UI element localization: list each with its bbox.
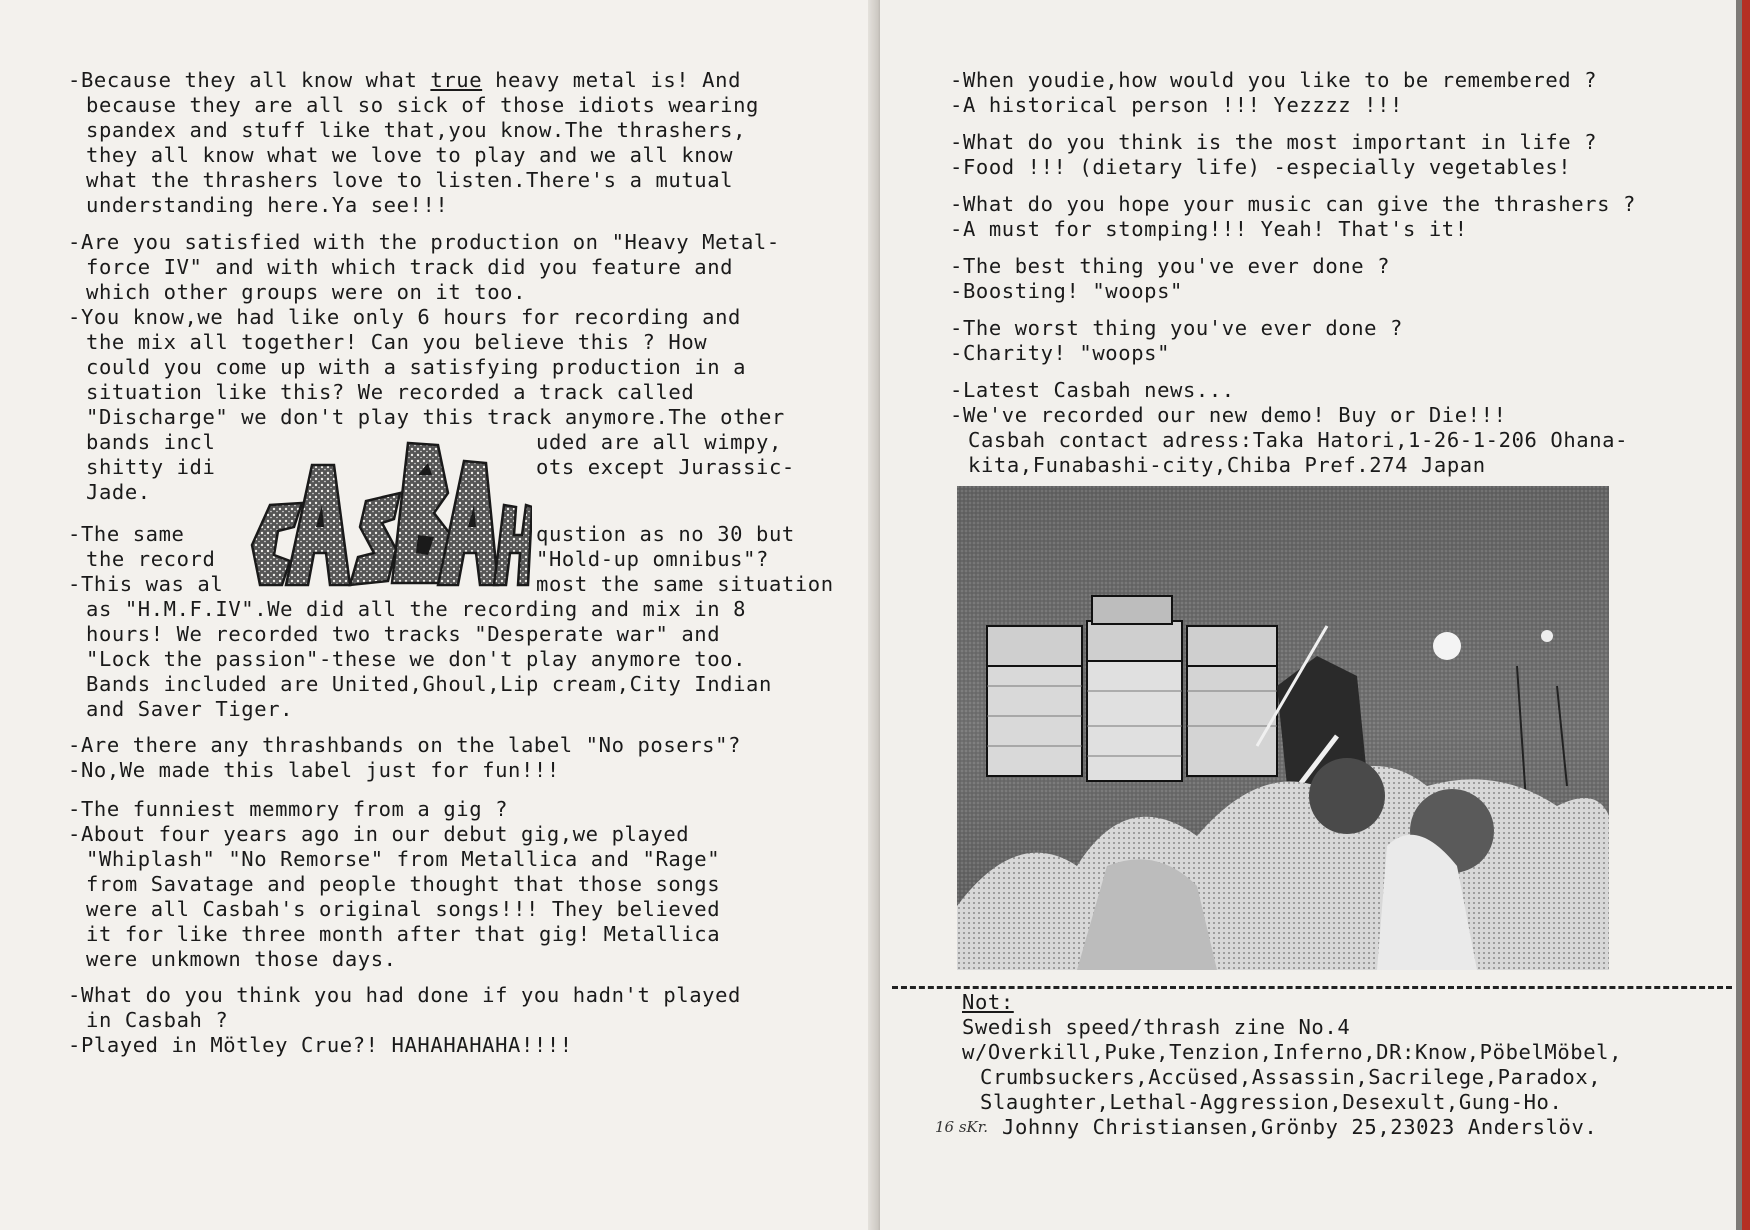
text-line: could you come up with a satisfying production in a [86, 355, 747, 379]
text-line: "Lock the passion"-these we don't play anymore too. [86, 647, 747, 671]
text-line: uded are all wimpy, [536, 430, 782, 454]
text-line: they all know what we love to play and we all know [86, 143, 734, 167]
ad-line: w/Overkill,Puke,Tenzion,Inferno,DR:Know,PöbelMöbel, [962, 1040, 1623, 1064]
text-line: what the thrashers love to listen.There's a mutual [86, 168, 734, 192]
text-line: -What do you think you had done if you hadn't played [68, 983, 741, 1007]
question-label [68, 733, 741, 783]
answer-wrap-left [86, 430, 215, 505]
text-line: -Played in Mötley Crue?! HAHAHAHAHA!!!! [68, 1033, 573, 1057]
text-line: Jade. [86, 480, 151, 504]
text-line: were all Casbah's original songs!!! They believed [86, 897, 721, 921]
text-line: the record [86, 547, 216, 571]
text-line: in Casbah ? [86, 1008, 229, 1032]
text-line: "Whiplash" "No Remorse" from Metallica and "Rage" [86, 847, 721, 871]
text-line: -Because they all know what [68, 68, 431, 92]
answer-heavy-metal [68, 68, 759, 218]
question-important [950, 130, 1597, 180]
text-line: situation like this? We recorded a track called [86, 380, 695, 404]
ad-address [1002, 1115, 1597, 1140]
question-remembered [950, 68, 1597, 118]
contact-address-line: kita,Funabashi-city,Chiba Pref.274 Japan [968, 453, 1486, 477]
question-music [950, 192, 1636, 242]
text-line: bands incl [86, 430, 216, 454]
ad-line: Crumbsuckers,Accüsed,Assassin,Sacrilege,Paradox, [980, 1065, 1602, 1089]
text-line: -The best thing you've ever done ? [950, 254, 1391, 278]
text-line: -Boosting! "woops" [950, 279, 1183, 303]
text-line: -The funniest memmory from a gig ? [68, 797, 509, 821]
ad-line: Johnny Christiansen,Grönby 25,23023 Anderslöv. [1002, 1115, 1598, 1139]
zine-ad [962, 990, 1622, 1115]
text-line: -What do you think is the most important in life ? [950, 130, 1598, 154]
dashed-divider [892, 986, 1732, 989]
text-line: -Charity! "woops" [950, 341, 1171, 365]
question-if-not-casbah [68, 983, 741, 1058]
concert-photo [957, 486, 1609, 970]
text-line: qustion as no 30 but [536, 522, 795, 546]
text-line: from Savatage and people thought that those songs [86, 872, 721, 896]
text-line: -The same [68, 522, 185, 546]
question-production [68, 230, 780, 305]
cover-edge [1742, 0, 1750, 1230]
text-line: -You know,we had like only 6 hours for recording and [68, 305, 741, 329]
text-line: as "H.M.F.IV".We did all the recording and mix in 8 [86, 597, 747, 621]
text-line: -Food !!! (dietary life) -especially vegetables! [950, 155, 1572, 179]
question-best-thing [950, 254, 1390, 304]
text-line: -When youdie,how would you like to be remembered ? [950, 68, 1598, 92]
text-line: "Discharge" we don't play this track anymore.The other [86, 405, 785, 429]
casbah-logo [242, 435, 532, 595]
question-record-right [536, 522, 834, 597]
underlined-word: true [430, 68, 483, 92]
question-worst-thing [950, 316, 1403, 366]
answer-recording [86, 597, 772, 722]
text-line: "Hold-up omnibus"? [536, 547, 769, 571]
text-line: shitty idi [86, 455, 216, 479]
text-line: -A historical person !!! Yezzzz !!! [950, 93, 1403, 117]
text-line: -We've recorded our new demo! Buy or Die!!! [950, 403, 1507, 427]
text-line: -Are there any thrashbands on the label "No posers"? [68, 733, 741, 757]
text-line: the mix all together! Can you believe this ? How [86, 330, 708, 354]
text-line: -A must for stomping!!! Yeah! That's it! [950, 217, 1468, 241]
text-line: spandex and stuff like that,you know.The thrashers, [86, 118, 747, 142]
ad-line: Swedish speed/thrash zine No.4 [962, 1015, 1351, 1039]
ad-line: Slaughter,Lethal-Aggression,Desexult,Gung-Ho. [980, 1090, 1563, 1114]
text-line: ots except Jurassic- [536, 455, 795, 479]
question-funniest-memory [68, 797, 720, 972]
answer-production [68, 305, 785, 430]
question-record-left [68, 522, 223, 597]
text-line: -What do you hope your music can give the thrashers ? [950, 192, 1636, 216]
text-line: -This was al [68, 572, 224, 596]
text-line: -No,We made this label just for fun!!! [68, 758, 560, 782]
text-line: Bands included are United,Ghoul,Lip cream,City Indian [86, 672, 772, 696]
text-line: force IV" and with which track did you feature and [86, 255, 734, 279]
text-line: were unkmown those days. [86, 947, 397, 971]
text-line: understanding here.Ya see!!! [86, 193, 449, 217]
text-line: it for like three month after that gig! Metallica [86, 922, 721, 946]
text-line: -Are you satisfied with the production on "Heavy Metal- [68, 230, 780, 254]
latest-news [950, 378, 1628, 478]
text-line: because they are all so sick of those idiots wearing [86, 93, 759, 117]
handwritten-price: 16 sKr. [935, 1118, 989, 1136]
text-line: most the same situation [536, 572, 834, 596]
text-line: -About four years ago in our debut gig,we played [68, 822, 690, 846]
ad-title: Not: [962, 990, 1014, 1014]
contact-address-line: Casbah contact adress:Taka Hatori,1-26-1-206 Ohana- [968, 428, 1629, 452]
text-line: which other groups were on it too. [86, 280, 527, 304]
text-line: heavy metal is! And [482, 68, 742, 92]
text-line: and Saver Tiger. [86, 697, 294, 721]
text-line: hours! We recorded two tracks "Desperate war" and [86, 622, 721, 646]
text-line: -The worst thing you've ever done ? [950, 316, 1403, 340]
answer-wrap-right [536, 430, 795, 480]
text-line: -Latest Casbah news... [950, 378, 1235, 402]
